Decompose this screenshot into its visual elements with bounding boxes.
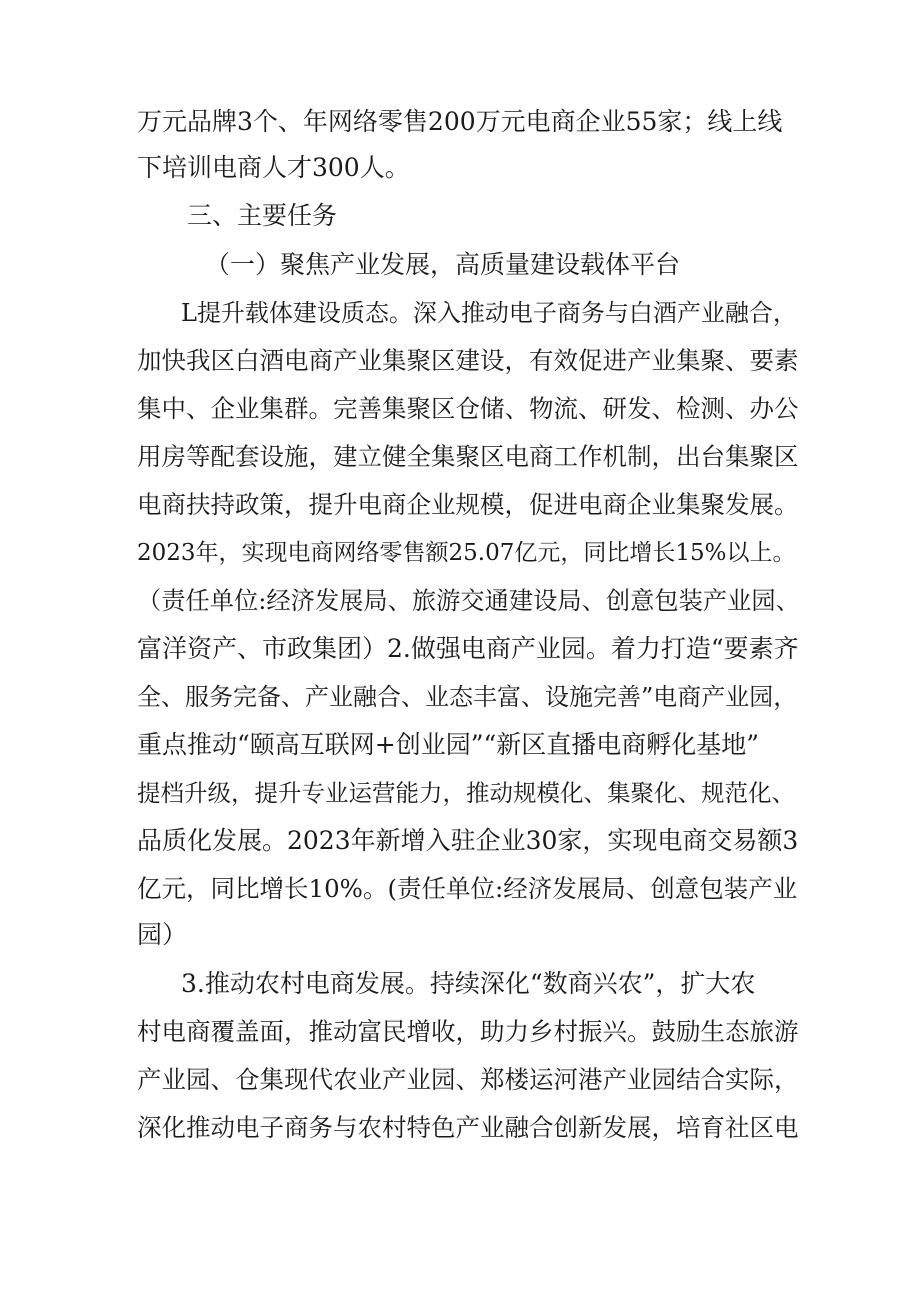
text-line: 电商扶持政策，提升电商企业规模，促进电商企业集聚发展。	[137, 490, 799, 519]
text-line: 村电商覆盖面，推动富民增收，助力乡村振兴。鼓励生态旅游	[137, 1017, 799, 1046]
text-line: 园）	[137, 920, 188, 949]
section-heading: 三、主要任务	[187, 201, 338, 230]
text-line: 重点推动“颐高互联网+创业园”“新区直播电商孵化基地”	[137, 730, 760, 759]
text-line: 万元品牌3个、年网络零售200万元电商企业55家；线上线	[137, 107, 783, 136]
text-line: 3.推动农村电商发展。持续深化“数商兴农”，扩大农	[181, 969, 756, 998]
text-line: 集中、企业集群。完善集聚区仓储、物流、研发、检测、办公	[137, 394, 799, 423]
text-line: 产业园、仓集现代农业产业园、郑楼运河港产业园结合实际，	[137, 1065, 799, 1094]
subsection-heading: （一）聚焦产业发展，高质量建设载体平台	[205, 250, 681, 279]
text-line: 深化推动电子商务与农村特色产业融合创新发展，培育社区电	[137, 1113, 799, 1142]
text-line: 提档升级，提升专业运营能力，推动规模化、集聚化、规范化、	[137, 779, 795, 807]
text-line: 加快我区白酒电商产业集聚区建设，有效促进产业集聚、要素	[137, 346, 799, 375]
text-line: 用房等配套设施，建立健全集聚区电商工作机制，出台集聚区	[137, 442, 799, 471]
text-line: 2023年，实现电商网络零售额25.07亿元，同比增长15%以上。	[137, 540, 796, 566]
text-line: 全、服务完备、产业融合、业态丰富、设施完善”电商产业园，	[137, 683, 798, 711]
text-line: L提升载体建设质态。深入推动电子商务与白酒产业融合，	[181, 299, 797, 327]
text-line: （责任单位:经济发展局、旅游交通建设局、创意包装产业园、	[137, 586, 800, 615]
text-line: 富洋资产、市政集团）2.做强电商产业园。着力打造“要素齐	[137, 634, 799, 663]
text-line: 品质化发展。2023年新增入驻企业30家，实现电商交易额3	[137, 826, 799, 855]
text-line: 亿元，同比增长10%。(责任单位:经济发展局、创意包装产业	[137, 874, 798, 903]
text-line: 下培训电商人才300人。	[137, 153, 410, 182]
